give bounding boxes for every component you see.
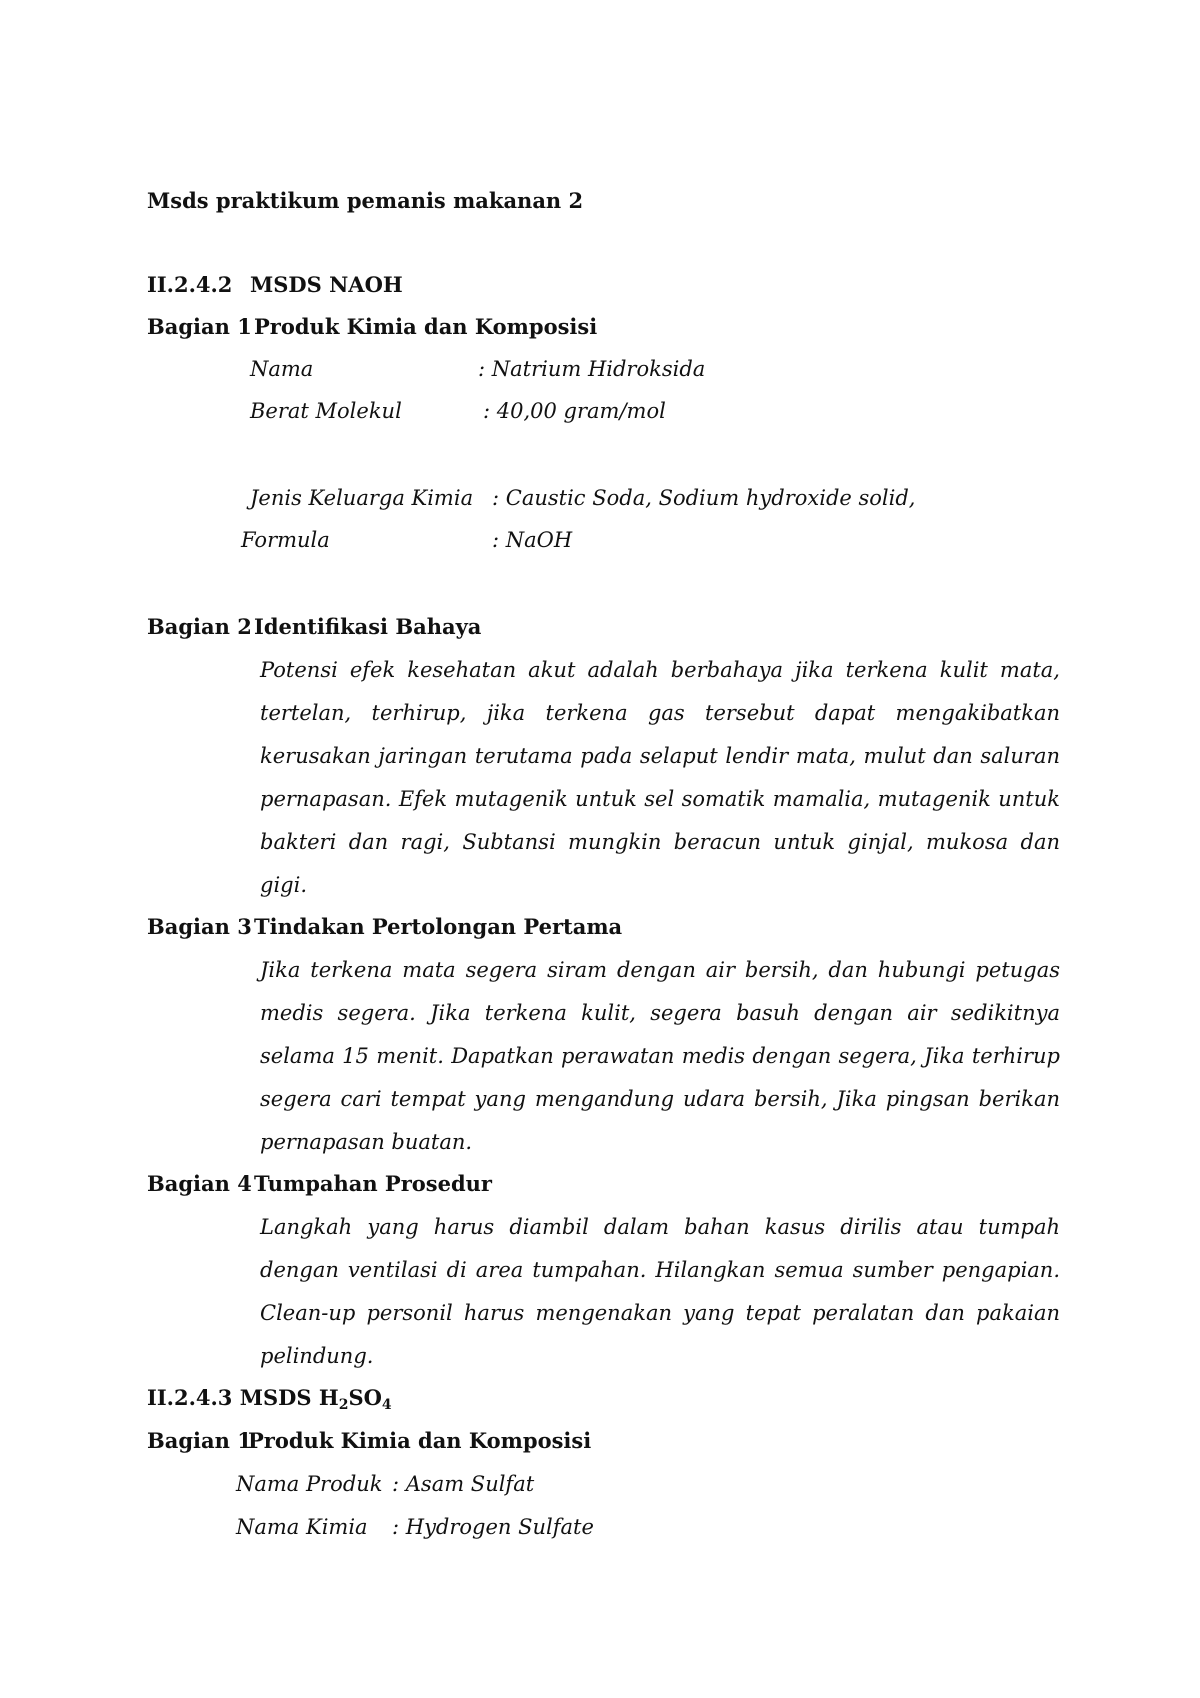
naoh-bagian1-title: Produk Kimia dan Komposisi [254,314,598,339]
naoh-field-value: : Caustic Soda, Sodium hydroxide solid, [492,486,916,510]
h2so4-title-prefix: MSDS H [239,1385,339,1410]
h2so4-field-label: Nama Kimia [236,1515,368,1539]
h2so4-field-value: : Hydrogen Sulfate [392,1515,594,1539]
naoh-bagian3-title: Tindakan Pertolongan Pertama [254,914,623,939]
naoh-field-label: Nama [250,357,314,381]
naoh-field-label: Berat Molekul [250,399,402,423]
h2so4-section-heading [147,1385,392,1411]
naoh-bagian1-label: Bagian 1 [147,314,252,339]
naoh-bagian4-text: Langkah yang harus diambil dalam bahan kasus dirilis atau tumpah dengan ventilasi di area tumpahan. Hilangkan semua sumber pengapian. Clean-up personil harus mengenakan yang tepat peralatan dan pakaian pelindung. [260,1215,1060,1368]
naoh-section-title: MSDS NAOH [250,272,403,297]
document-title: Msds praktikum pemanis makanan 2 [147,188,584,213]
h2so4-subscript-4: 4 [381,1397,392,1413]
naoh-section-number: II.2.4.2 [147,272,233,297]
naoh-bagian2-label: Bagian 2 [147,614,252,639]
naoh-bagian4-label: Bagian 4 [147,1171,252,1196]
h2so4-subscript-2: 2 [338,1397,349,1413]
h2so4-section-number: II.2.4.3 [147,1385,233,1410]
naoh-bagian3-text: Jika terkena mata segera siram dengan air bersih, dan hubungi petugas medis segera. Jika terkena kulit, segera basuh dengan air sedikitnya selama 15 menit. Dapatkan perawatan medis dengan segera, Jika terhirup segera cari tempat yang mengandung udara bersih, Jika pingsan berikan pernapasan buatan. [260,958,1060,1154]
naoh-bagian2-title: Identifikasi Bahaya [254,614,482,639]
h2so4-field-value: : Asam Sulfat [392,1472,535,1496]
naoh-bagian2-text: Potensi efek kesehatan akut adalah berbahaya jika terkena kulit mata, tertelan, terhirup, jika terkena gas tersebut dapat mengakibatkan kerusakan jaringan terutama pada selaput lendir mata, mulut dan saluran pernapasan. Efek mutagenik untuk sel somatik mamalia, mutagenik untuk bakteri dan ragi, Subtansi mungkin beracun untuk ginjal, mukosa dan gigi. [260,658,1060,897]
h2so4-bagian1-label: Bagian 1 [147,1428,252,1453]
h2so4-field-label: Nama Produk [236,1472,383,1496]
naoh-field-value: : NaOH [492,528,573,552]
naoh-field-label: Jenis Keluarga Kimia [250,486,474,510]
naoh-bagian4-title: Tumpahan Prosedur [254,1171,492,1196]
naoh-bagian3-label: Bagian 3 [147,914,252,939]
naoh-field-value: : Natrium Hidroksida [478,357,706,381]
h2so4-title-mid: SO [348,1385,382,1410]
naoh-field-label: Formula [241,528,330,552]
naoh-field-value: : 40,00 gram/mol [483,399,666,423]
h2so4-bagian1-title: Produk Kimia dan Komposisi [248,1428,592,1453]
